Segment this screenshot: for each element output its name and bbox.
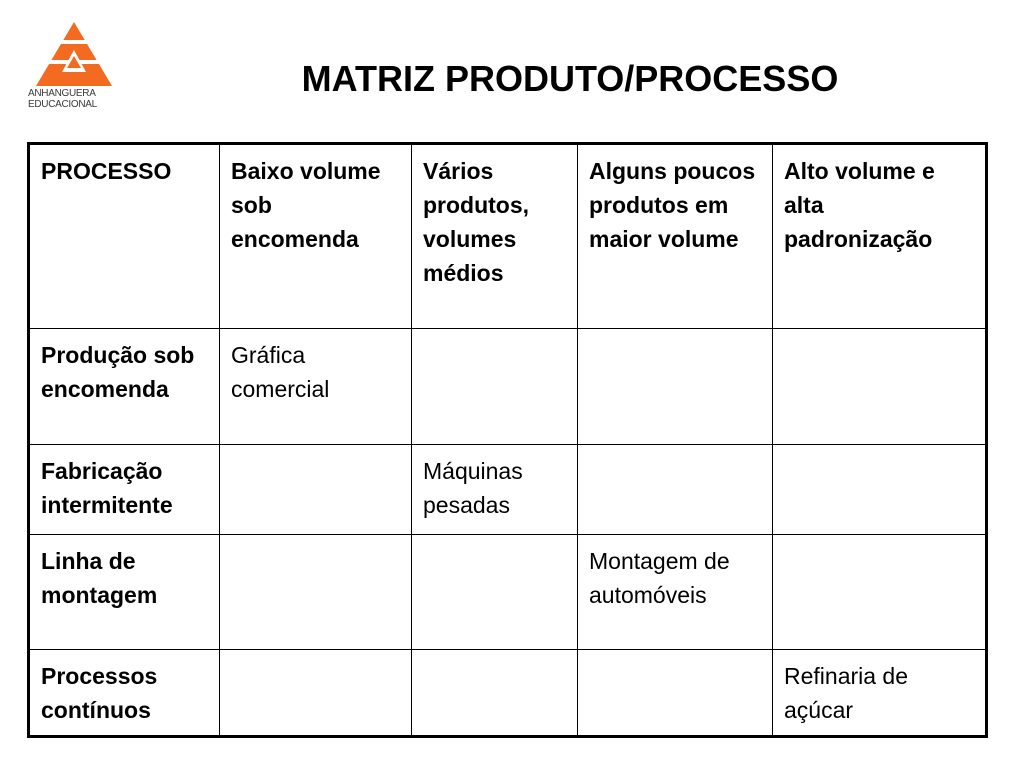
- table-cell: [412, 535, 578, 650]
- table-row: [29, 535, 987, 650]
- table-cell: [773, 445, 987, 535]
- row-header: Processos contínuos: [29, 650, 220, 737]
- column-header: Baixo volume sob encomenda: [220, 144, 412, 329]
- table-cell: [220, 445, 412, 535]
- anhanguera-logo: [28, 20, 118, 115]
- table-header-row: [29, 144, 987, 329]
- table-cell: [220, 535, 412, 650]
- row-header: Fabricação intermitente: [29, 445, 220, 535]
- table-cell: [578, 650, 773, 737]
- table-cell: [220, 650, 412, 737]
- row-header: Produção sob encomenda: [29, 329, 220, 445]
- table-cell: [773, 329, 987, 445]
- table-cell: Gráfica comercial: [220, 329, 412, 445]
- column-header: Vários produtos, volumes médios: [412, 144, 578, 329]
- table-row: [29, 329, 987, 445]
- corner-header: PROCESSO: [29, 144, 220, 329]
- page-title: MATRIZ PRODUTO/PROCESSO: [301, 58, 839, 99]
- table-cell: Montagem de automóveis: [578, 535, 773, 650]
- table-cell: [578, 445, 773, 535]
- logo-line-2: EDUCACIONAL: [28, 99, 97, 110]
- logo-line-1: ANHANGUERA: [28, 88, 96, 99]
- product-process-matrix: [27, 142, 988, 738]
- table-row: [29, 445, 987, 535]
- column-header: Alguns poucos produtos em maior volume: [578, 144, 773, 329]
- table-cell: [773, 535, 987, 650]
- table-cell: [412, 329, 578, 445]
- logo-wordmark: [28, 88, 120, 110]
- column-header: Alto volume e alta padronização: [773, 144, 987, 329]
- table-cell: [578, 329, 773, 445]
- triangle-logo-icon: [34, 20, 114, 88]
- table-cell: Refinaria de açúcar: [773, 650, 987, 737]
- row-header: Linha de montagem: [29, 535, 220, 650]
- table-cell: Máquinas pesadas: [412, 445, 578, 535]
- table-row: [29, 650, 987, 737]
- table-cell: [412, 650, 578, 737]
